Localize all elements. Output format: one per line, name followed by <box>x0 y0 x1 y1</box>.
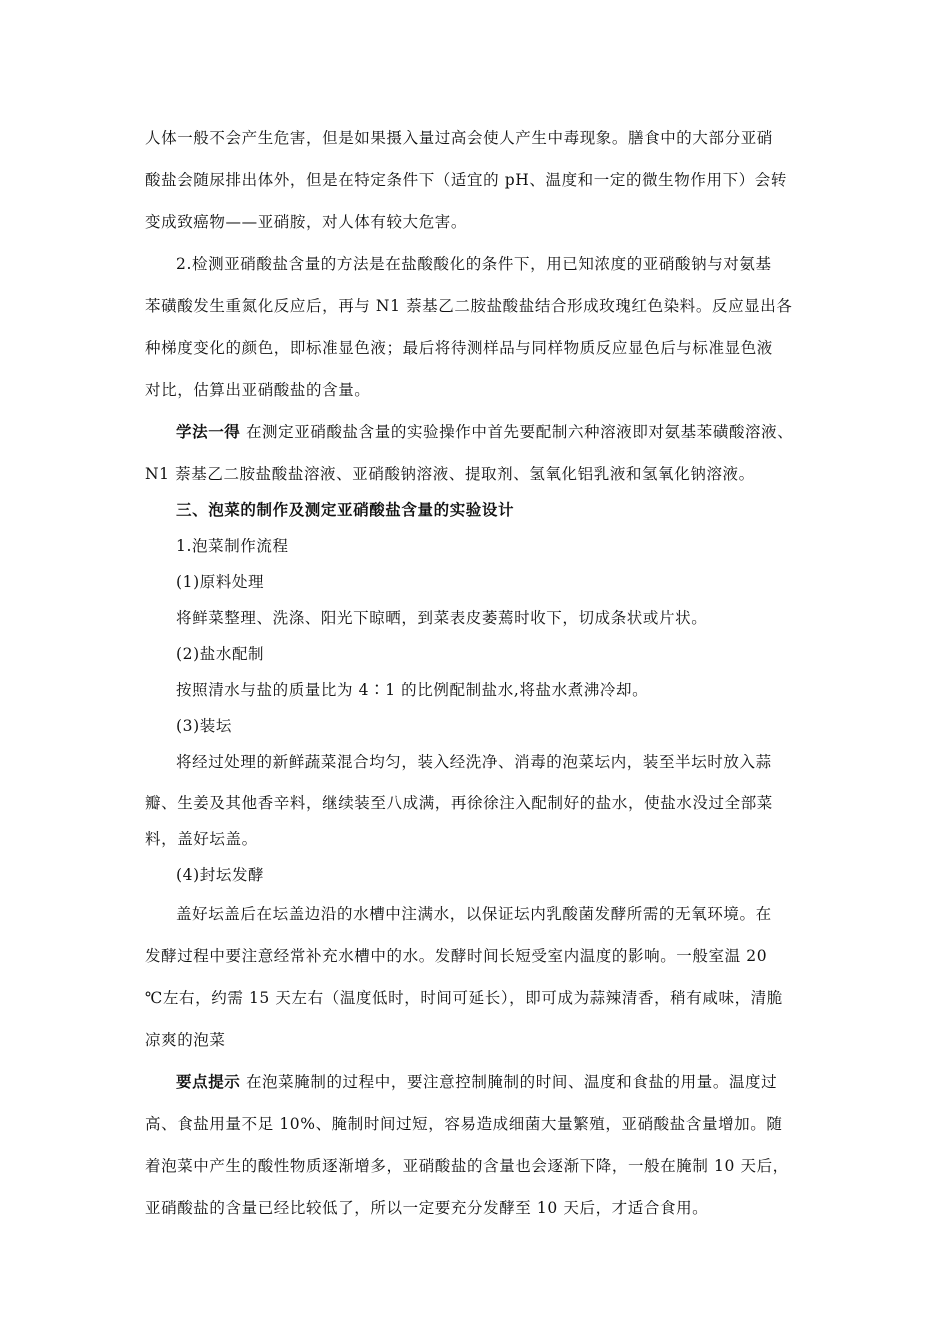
step-heading: (4)封坛发酵 <box>176 866 265 884</box>
key-point-line <box>176 1072 777 1092</box>
step-heading: (3)装坛 <box>176 717 232 735</box>
subheading: 1.泡菜制作流程 <box>176 537 289 555</box>
paragraph-line: 盖好坛盖后在坛盖边沿的水槽中注满水，以保证坛内乳酸菌发酵所需的无氧环境。在 <box>176 905 772 923</box>
paragraph-line: 亚硝酸盐的含量已经比较低了，所以一定要充分发酵至 10 天后，才适合食用。 <box>145 1199 709 1217</box>
paragraph-line: 变成致癌物——亚硝胺，对人体有较大危害。 <box>145 213 468 231</box>
paragraph-line: 对比，估算出亚硝酸盐的含量。 <box>145 381 371 399</box>
paragraph-line: 2.检测亚硝酸盐含量的方法是在盐酸酸化的条件下，用已知浓度的亚硝酸钠与对氨基 <box>176 255 772 273</box>
paragraph-line: 种梯度变化的颜色，即标准显色液；最后将待测样品与同样物质反应显色后与标准显色液 <box>145 339 773 357</box>
paragraph-line: 将鲜菜整理、洗涤、阳光下晾晒，到菜表皮萎蔫时收下，切成条状或片状。 <box>176 609 708 627</box>
paragraph-line: ℃左右，约需 15 天左右（温度低时，时间可延长），即可成为蒜辣清香，稍有咸味，清脆 <box>145 989 783 1007</box>
paragraph-line: 将经过处理的新鲜蔬菜混合均匀，装入经洗净、消毒的泡菜坛内，装至半坛时放入蒜 <box>176 753 772 771</box>
paragraph-line: 着泡菜中产生的酸性物质逐渐增多，亚硝酸盐的含量也会逐渐下降，一般在腌制 10 天后， <box>145 1157 789 1175</box>
key-point-text: 在泡菜腌制的过程中，要注意控制腌制的时间、温度和食盐的用量。温度过 <box>245 1073 778 1091</box>
paragraph-line: 酸盐会随尿排出体外，但是在特定条件下（适宜的 pH、温度和一定的微生物作用下）会转 <box>145 171 787 189</box>
paragraph-line: 人体一般不会产生危害，但是如果摄入量过高会使人产生中毒现象。膳食中的大部分亚硝 <box>145 129 773 147</box>
paragraph-line: 苯磺酸发生重氮化反应后，再与 N1 萘基乙二胺盐酸盐结合形成玫瑰红色染料。反应显出各 <box>145 297 793 315</box>
paragraph-line: 料，盖好坛盖。 <box>145 830 258 848</box>
paragraph-line: N1 萘基乙二胺盐酸盐溶液、亚硝酸钠溶液、提取剂、氢氧化铝乳液和氢氧化钠溶液。 <box>145 465 755 483</box>
section-heading: 三、泡菜的制作及测定亚硝酸盐含量的实验设计 <box>176 501 515 519</box>
method-tip-label: 学法一得 <box>176 423 241 441</box>
method-tip-text: 在测定亚硝酸盐含量的实验操作中首先要配制六种溶液即对氨基苯磺酸溶液、 <box>245 423 794 441</box>
method-tip-line <box>176 422 793 442</box>
paragraph-line: 凉爽的泡菜 <box>145 1031 226 1049</box>
paragraph-line: 发酵过程中要注意经常补充水槽中的水。发酵时间长短受室内温度的影响。一般室温 20 <box>145 947 768 965</box>
paragraph-line: 按照清水与盐的质量比为 4∶1 的比例配制盐水,将盐水煮沸冷却。 <box>176 681 649 699</box>
step-heading: (2)盐水配制 <box>176 645 265 663</box>
step-heading: (1)原料处理 <box>176 573 265 591</box>
key-point-label: 要点提示 <box>176 1073 241 1091</box>
paragraph-line: 瓣、生姜及其他香辛料，继续装至八成满，再徐徐注入配制好的盐水，使盐水没过全部菜 <box>145 794 773 812</box>
paragraph-line: 高、食盐用量不足 10%、腌制时间过短，容易造成细菌大量繁殖，亚硝酸盐含量增加。随 <box>145 1115 783 1133</box>
